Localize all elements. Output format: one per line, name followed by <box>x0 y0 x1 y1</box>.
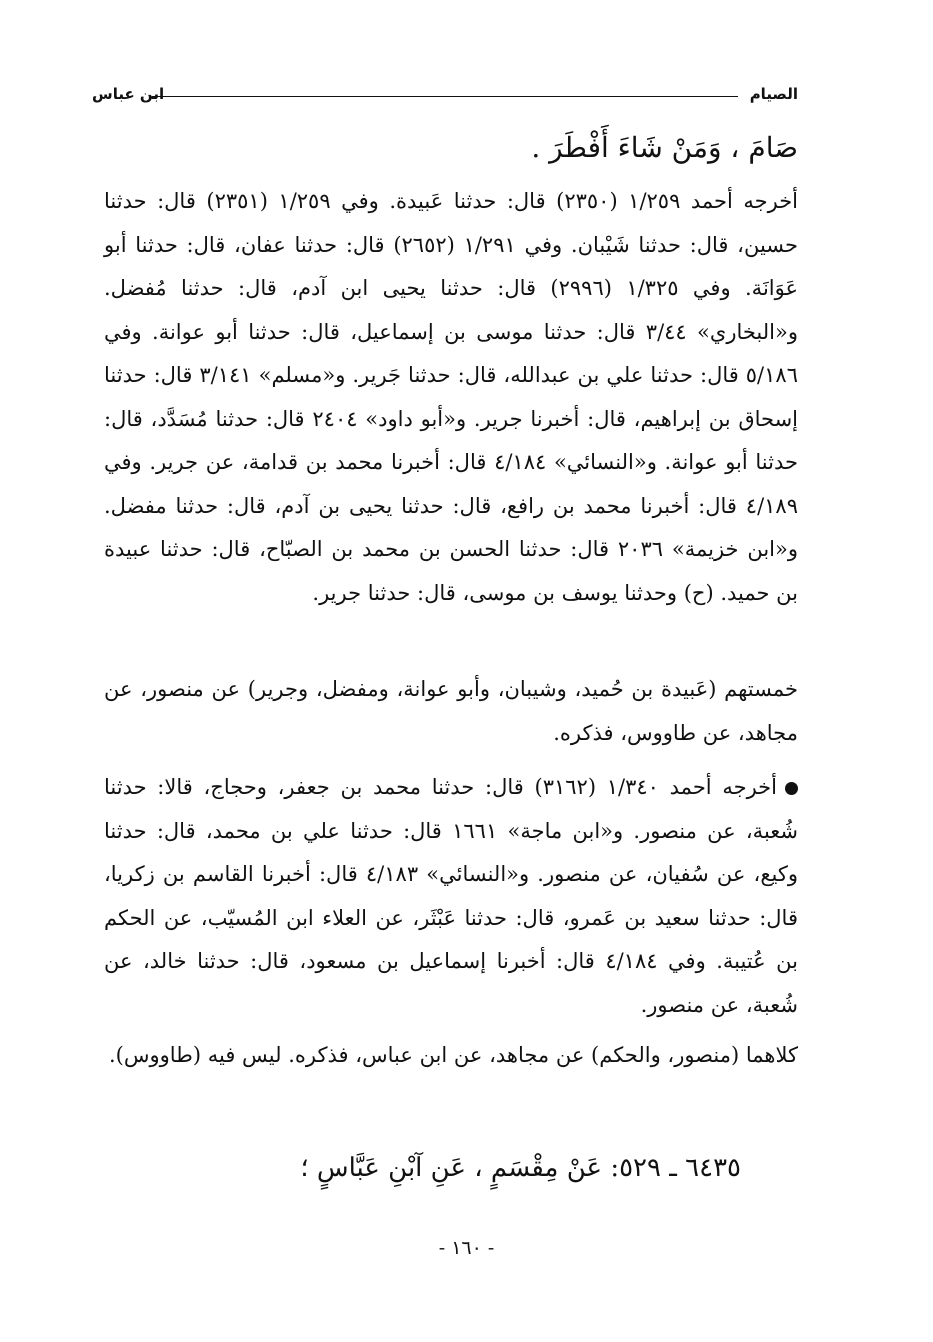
takhrij-paragraph-2-text: أخرجه أحمد ١/٣٤٠ (٣١٦٢) قال: حدثنا محمد بن جعفر، وحجاج، قالا: حدثنا شُعبة، عن منصور. و«ابن ماجة» ١٦٦١ قال: حدثنا علي بن محمد، قال: حدثنا وكيع، عن سُفيان، عن منصور. و«النسائي» ٤/١٨٣ قال: أخبرنا القاسم بن زكريا، قال: حدثنا سعيد بن عَمرو، قال: حدثنا عَبْثَر، عن العلاء ابن المُسيّب، عن الحكم بن عُتيبة. وفي ٤/١٨٤ قال: أخبرنا إسماعيل بن مسعود، قال: حدثنا خالد، عن شُعبة، عن منصور. <box>104 775 799 1017</box>
hadith-heading: ٦٤٣٥ ـ ٥٢٩: عَنْ مِقْسَمٍ ، عَنِ آبْنِ عَبَّاسٍ ؛ <box>300 1153 741 1183</box>
takhrij-paragraph-2 <box>104 766 798 1027</box>
running-header <box>92 84 798 108</box>
header-rule <box>152 96 738 97</box>
header-narrator-title: ابن عباس <box>92 85 165 103</box>
header-chapter-title: الصيام <box>749 85 798 103</box>
page-number: - ١٦٠ - <box>438 1237 495 1259</box>
bullet-icon <box>785 782 798 795</box>
quran-fragment: صَامَ ، وَمَنْ شَاءَ أَفْطَرَ . <box>531 131 798 164</box>
summary-paragraph-1: خمستهم (عَبيدة بن حُميد، وشيبان، وأبو عوانة، ومفضل، وجرير) عن منصور، عن مجاهد، عن طاووس، فذكره. <box>104 677 798 745</box>
summary-paragraph-2: كلاهما (منصور، والحكم) عن مجاهد، عن ابن عباس، فذكره. ليس فيه (طاووس). <box>108 1043 798 1067</box>
takhrij-paragraph-1: أخرجه أحمد ١/٢٥٩ (٢٣٥٠) قال: حدثنا عَبيدة. وفي ١/٢٥٩ (٢٣٥١) قال: حدثنا حسين، قال: حدثنا شَيْبان. وفي ١/٢٩١ (٢٦٥٢) قال: حدثنا عفان، قال: حدثنا أبو عَوَانَة. وفي ١/٣٢٥ (٢٩٩٦) قال: حدثنا يحيى ابن آدم، قال: حدثنا مُفضل. و«البخاري» ٣/٤٤ قال: حدثنا موسى بن إسماعيل، قال: حدثنا أبو عوانة. وفي ٥/١٨٦ قال: حدثنا علي بن عبدالله، قال: حدثنا جَرير. و«مسلم» ٣/١٤١ قال: حدثنا إسحاق بن إبراهيم، قال: أخبرنا جرير. و«أبو داود» ٢٤٠٤ قال: حدثنا مُسَدَّد، قال: حدثنا أبو عوانة. و«النسائي» ٤/١٨٤ قال: أخبرنا محمد بن قدامة، عن جرير. وفي ٤/١٨٩ قال: أخبرنا محمد بن رافع، قال: حدثنا يحيى بن آدم، قال: حدثنا مفضل. و«ابن خزيمة» ٢٠٣٦ قال: حدثنا الحسن بن محمد بن الصبّاح، قال: حدثنا عبيدة بن حميد. (ح) وحدثنا يوسف بن موسى، قال: حدثنا جرير. <box>104 189 799 605</box>
